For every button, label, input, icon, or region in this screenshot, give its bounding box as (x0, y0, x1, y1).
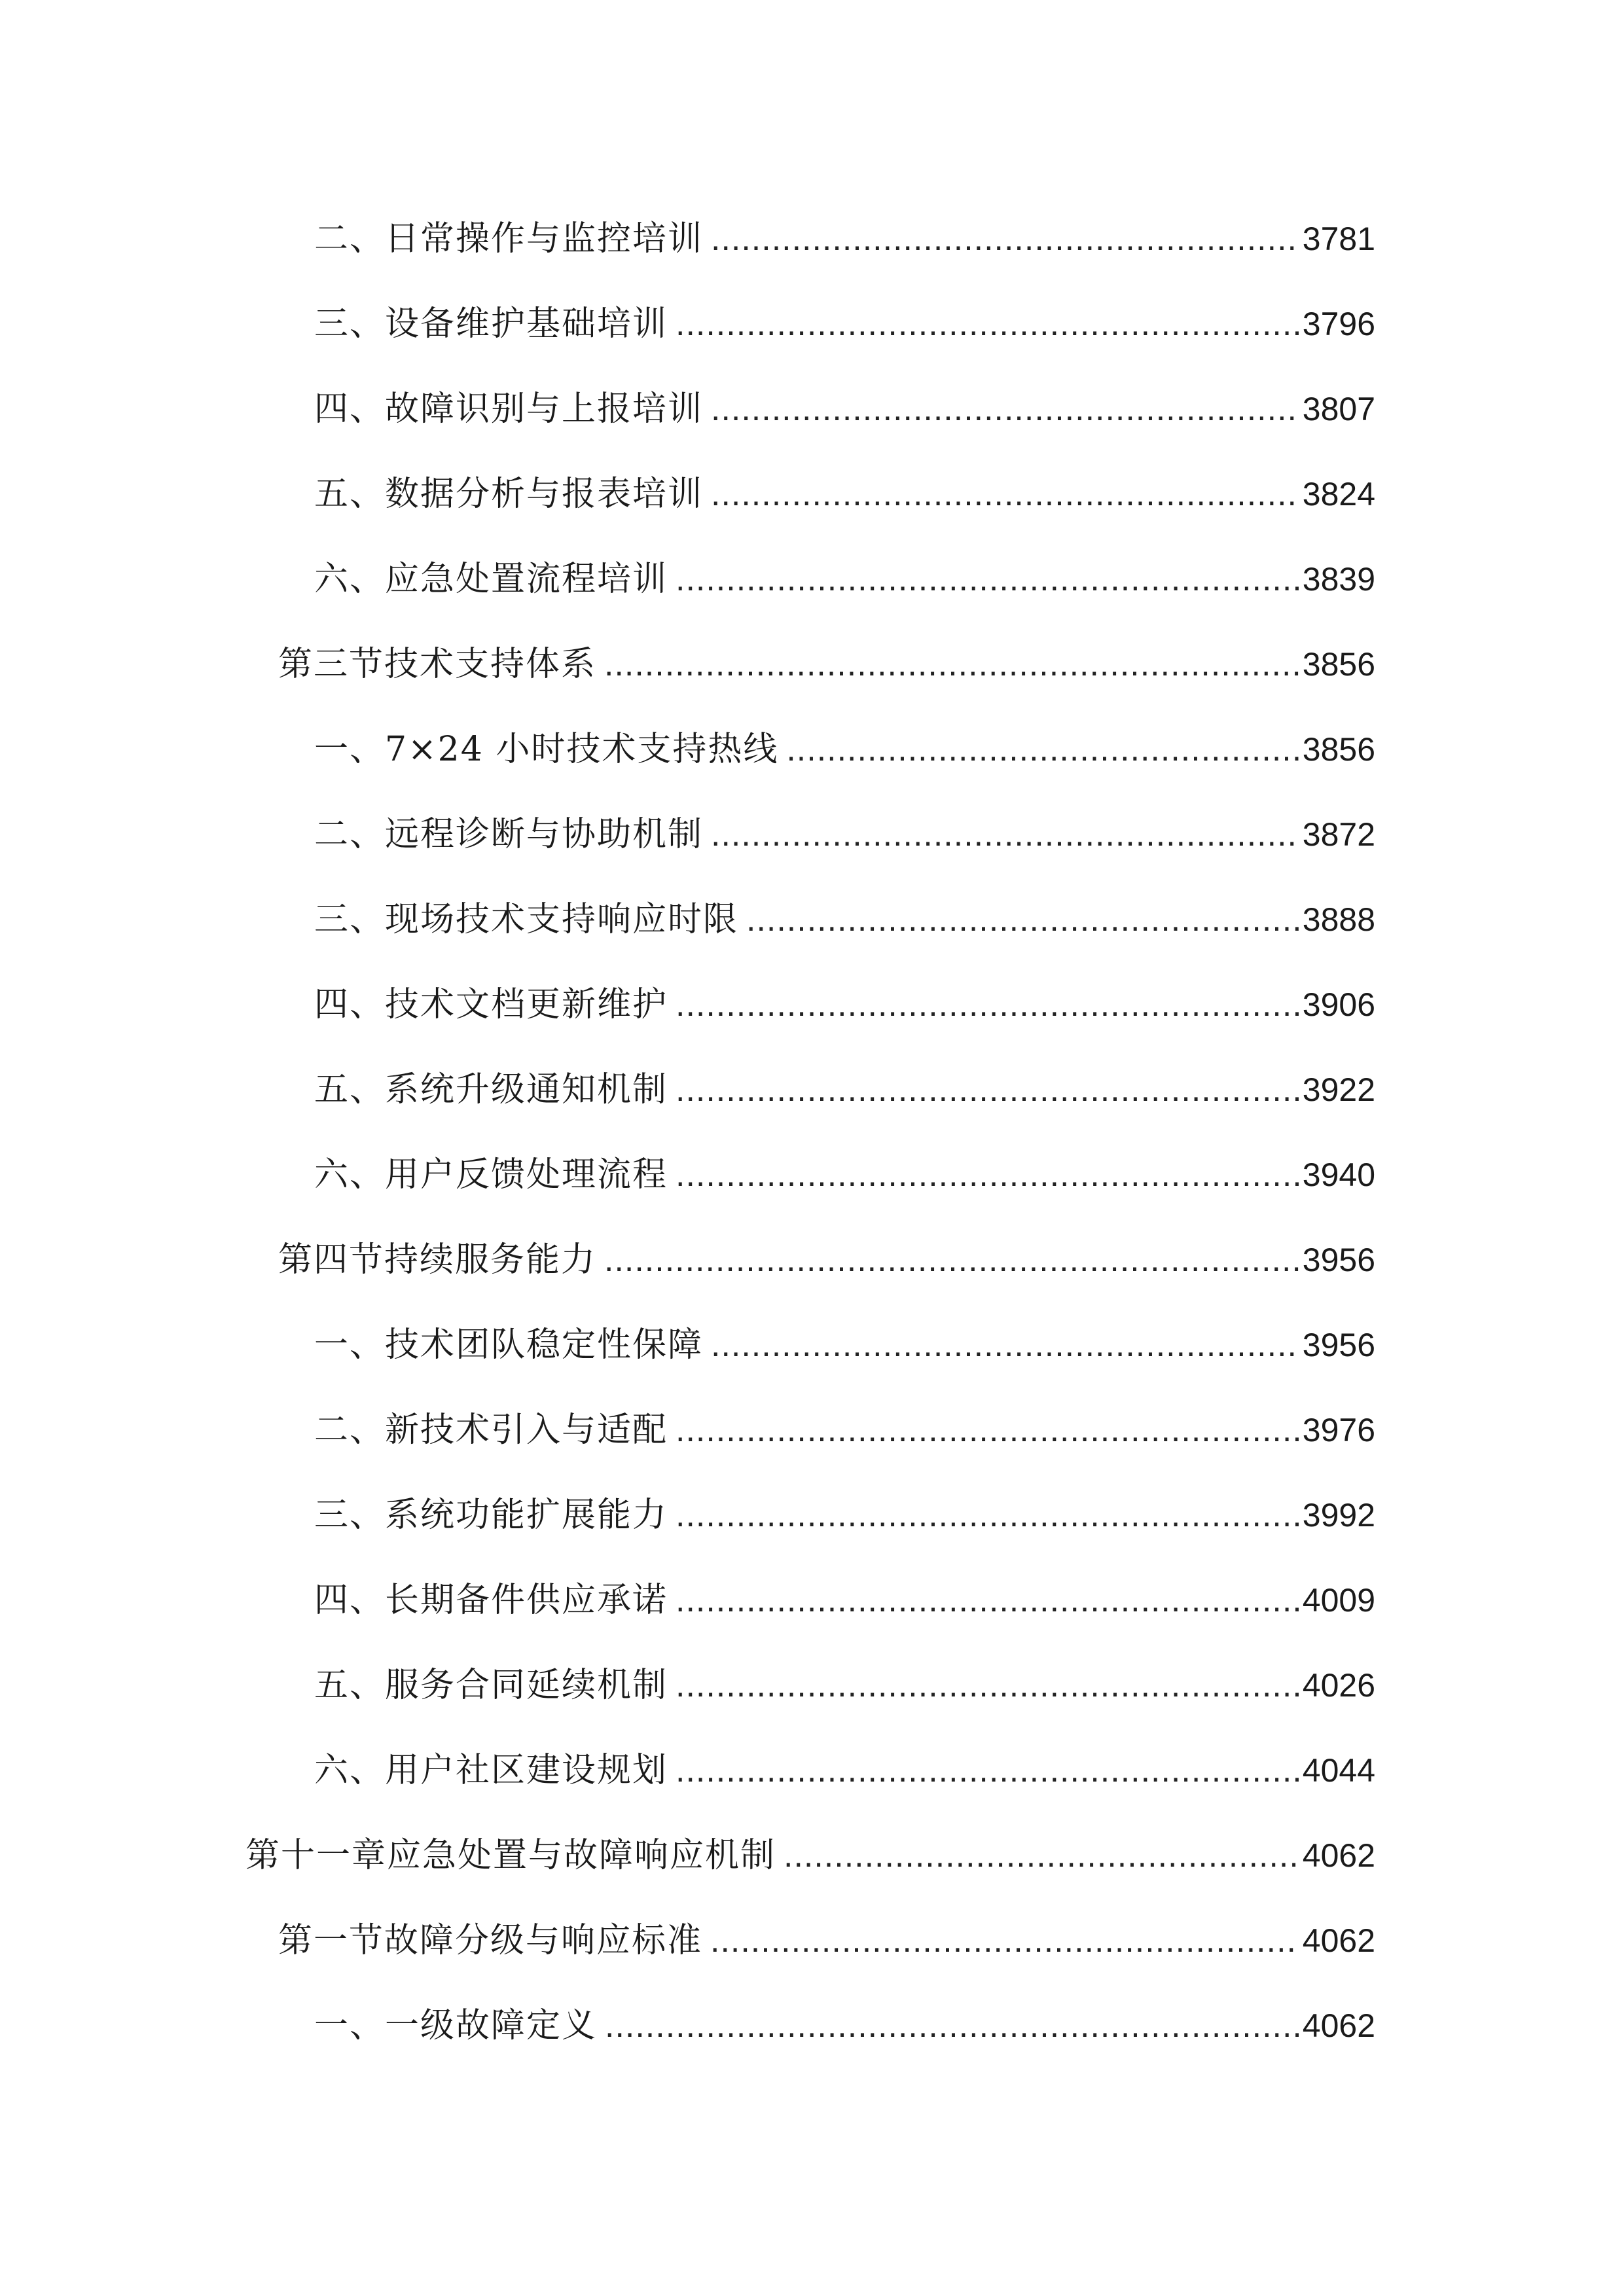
toc-entry-page: 4062 (1302, 2007, 1375, 2044)
toc-entry[interactable] (314, 383, 1375, 435)
toc-entry-title: 六、应急处置流程培训 (314, 560, 668, 599)
toc-dot-leader (604, 1234, 1299, 1286)
toc-entry-title: 第十一章应急处置与故障响应机制 (245, 1836, 776, 1875)
toc-dot-leader (605, 2000, 1299, 2052)
toc-dot-leader (784, 1829, 1299, 1882)
toc-dot-leader (711, 213, 1299, 265)
toc-entry[interactable] (314, 2000, 1375, 2052)
toc-dot-leader (676, 1574, 1299, 1626)
toc-entry[interactable] (314, 1319, 1375, 1371)
toc-entry-page: 3906 (1302, 986, 1375, 1023)
toc-entry-title: 一、技术团队稳定性保障 (314, 1325, 704, 1365)
toc-entry-page: 4062 (1302, 1837, 1375, 1874)
toc-entry-page: 4009 (1302, 1582, 1375, 1619)
toc-entry-title: 五、系统升级通知机制 (314, 1070, 668, 1109)
toc-entry-page: 3888 (1302, 901, 1375, 938)
toc-dot-leader (676, 1149, 1299, 1201)
toc-entry[interactable] (314, 1744, 1375, 1797)
toc-entry-title: 四、长期备件供应承诺 (314, 1581, 668, 1620)
toc-dot-leader (676, 1404, 1299, 1456)
toc-entry-title: 四、故障识别与上报培训 (314, 389, 704, 429)
toc-entry-title: 四、技术文档更新维护 (314, 985, 668, 1024)
toc-entry[interactable] (278, 638, 1375, 691)
toc-entry[interactable] (314, 1659, 1375, 1712)
toc-entry-page: 3872 (1302, 816, 1375, 853)
toc-dot-leader (676, 553, 1299, 605)
toc-entry-title: 三、现场技术支持响应时限 (314, 900, 739, 939)
toc-dot-leader (711, 383, 1299, 435)
toc-entry-page: 3956 (1302, 1327, 1375, 1363)
toc-entry-page: 3796 (1302, 306, 1375, 342)
toc-entry-title: 五、服务合同延续机制 (314, 1666, 668, 1705)
toc-dot-leader (676, 1489, 1299, 1541)
toc-entry-page: 3856 (1302, 731, 1375, 768)
toc-entry-page: 3992 (1302, 1497, 1375, 1534)
toc-entry[interactable] (314, 978, 1375, 1031)
toc-dot-leader (604, 638, 1299, 691)
toc-dot-leader (676, 298, 1299, 350)
toc-entry[interactable] (314, 1064, 1375, 1116)
toc-entry-page: 3976 (1302, 1412, 1375, 1448)
toc-dot-leader (710, 1914, 1299, 1967)
toc-entry[interactable] (314, 213, 1375, 265)
toc-entry-page: 3856 (1302, 646, 1375, 683)
toc-dot-leader (676, 978, 1299, 1031)
toc-entry-page: 4026 (1302, 1667, 1375, 1704)
toc-entry-page: 4062 (1302, 1922, 1375, 1959)
toc-dot-leader (711, 1319, 1299, 1371)
toc-entry-title: 三、设备维护基础培训 (314, 304, 668, 344)
toc-entry-title: 第一节故障分级与响应标准 (278, 1921, 703, 1960)
toc-dot-leader (676, 1659, 1299, 1712)
toc-entry-page: 3839 (1302, 561, 1375, 598)
toc-entry-title: 二、新技术引入与适配 (314, 1410, 668, 1450)
toc-entry[interactable] (314, 723, 1375, 776)
toc-entry-title: 五、数据分析与报表培训 (314, 475, 704, 514)
toc-entry-title: 一、一级故障定义 (314, 2006, 598, 2045)
toc-entry-page: 3824 (1302, 476, 1375, 512)
toc-dot-leader (711, 468, 1299, 520)
toc-entry-page: 3922 (1302, 1071, 1375, 1108)
toc-entry[interactable] (314, 893, 1375, 946)
toc-entry-page: 3940 (1302, 1157, 1375, 1193)
toc-entry[interactable] (314, 1404, 1375, 1456)
toc-entry-title: 二、远程诊断与协助机制 (314, 815, 704, 854)
toc-entry-page: 4044 (1302, 1752, 1375, 1789)
toc-entry[interactable] (245, 1829, 1375, 1882)
toc-dot-leader (676, 1744, 1299, 1797)
toc-entry-title: 第四节持续服务能力 (278, 1240, 597, 1280)
toc-entry[interactable] (278, 1914, 1375, 1967)
toc-dot-leader (746, 893, 1299, 946)
toc-entry-page: 3807 (1302, 391, 1375, 427)
toc-entry[interactable] (314, 1489, 1375, 1541)
toc-entry[interactable] (314, 808, 1375, 861)
toc-entry-title: 第三节技术支持体系 (278, 645, 597, 684)
toc-entry[interactable] (314, 1574, 1375, 1626)
toc-entry-title: 二、日常操作与监控培训 (314, 219, 704, 259)
toc-dot-leader (711, 808, 1299, 861)
toc-entry-title: 六、用户社区建设规划 (314, 1751, 668, 1790)
toc-entry-title: 一、7×24 小时技术支持热线 (314, 730, 779, 769)
toc-entry[interactable] (278, 1234, 1375, 1286)
toc-entry[interactable] (314, 468, 1375, 520)
toc-entry[interactable] (314, 298, 1375, 350)
toc-entry[interactable] (314, 1149, 1375, 1201)
toc-dot-leader (786, 723, 1298, 776)
toc-entry-page: 3956 (1302, 1242, 1375, 1278)
toc-entry[interactable] (314, 553, 1375, 605)
toc-entry-page: 3781 (1302, 221, 1375, 257)
toc-entry-title: 三、系统功能扩展能力 (314, 1496, 668, 1535)
toc-entry-title: 六、用户反馈处理流程 (314, 1155, 668, 1194)
toc-dot-leader (676, 1064, 1299, 1116)
